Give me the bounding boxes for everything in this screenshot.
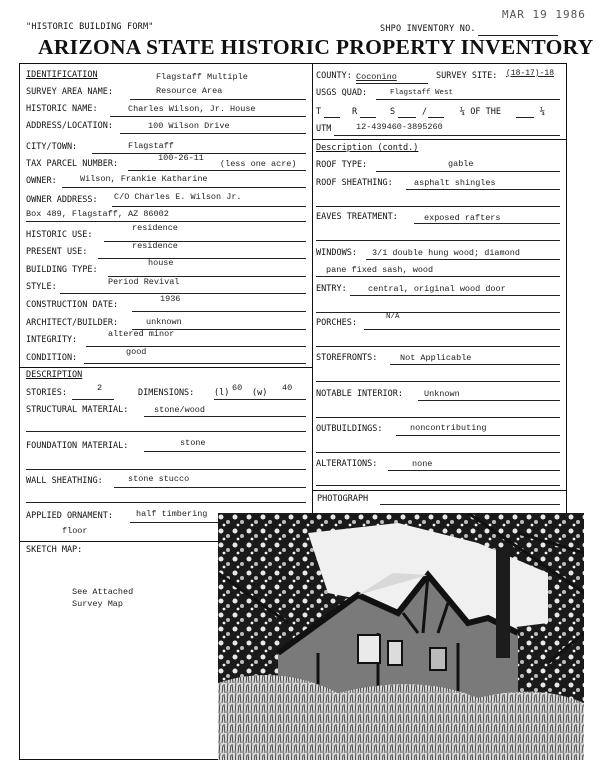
tax-parcel-note: (less one acre) (220, 159, 297, 169)
quarter-field[interactable] (428, 117, 444, 118)
utm-line (334, 135, 560, 136)
building-type-label: BUILDING TYPE: (26, 265, 98, 275)
shpo-inventory-label: SHPO INVENTORY NO. (380, 24, 476, 34)
wall-sheathing-line-2 (26, 502, 306, 503)
porches-label: PORCHES: (316, 318, 357, 328)
owner-address-label: OWNER ADDRESS: (26, 195, 98, 205)
present-use-line (98, 258, 306, 259)
porches-line (364, 329, 560, 330)
form-name: "HISTORIC BUILDING FORM" (26, 22, 154, 32)
owner-value[interactable]: Wilson, Frankie Katharine (80, 174, 208, 184)
outbuildings-label: OUTBUILDINGS: (316, 424, 383, 434)
dimension-l-value[interactable]: 60 (232, 383, 243, 393)
applied-ornament-label: APPLIED ORNAMENT: (26, 511, 113, 521)
alterations-line (388, 470, 560, 471)
description-contd-heading: Description (contd.) (316, 143, 419, 153)
date-stamp: MAR 19 1986 (502, 8, 586, 21)
county-value[interactable]: Coconino (356, 72, 397, 82)
structural-material-line-2 (26, 431, 306, 432)
notable-interior-line (418, 400, 560, 401)
notable-interior-line-2 (316, 417, 560, 418)
construction-date-line (132, 311, 306, 312)
owner-address-value-2[interactable]: Box 489, Flagstaff, AZ 86002 (26, 209, 169, 219)
alterations-value[interactable]: none (412, 459, 433, 469)
city-label: CITY/TOWN: (26, 142, 78, 152)
survey-area-line (130, 99, 306, 100)
integrity-label: INTEGRITY: (26, 335, 78, 345)
owner-address-value-1[interactable]: C/O Charles E. Wilson Jr. (114, 192, 242, 202)
historic-use-label: HISTORIC USE: (26, 230, 93, 240)
windows-line (366, 259, 560, 260)
outbuildings-line-2 (316, 452, 560, 453)
dimensions-line (214, 399, 306, 400)
architect-value[interactable]: unknown (146, 317, 182, 327)
entry-line (350, 295, 560, 296)
page-title: ARIZONA STATE HISTORIC PROPERTY INVENTORY (38, 35, 594, 59)
foundation-material-value[interactable]: stone (180, 438, 206, 448)
style-value[interactable]: Period Revival (108, 277, 180, 287)
county-label: COUNTY: (316, 71, 352, 81)
sketch-map-box (19, 541, 219, 760)
quarter-of-the-label: ¼ OF THE (460, 107, 501, 117)
survey-area-label: SURVEY AREA NAME: (26, 87, 113, 97)
dimension-w-label: (w) (252, 388, 268, 398)
porches-line-2 (316, 346, 560, 347)
section-field[interactable] (398, 117, 416, 118)
integrity-line (86, 346, 306, 347)
owner-address-line (112, 206, 306, 207)
usgs-quad-label: USGS QUAD: (316, 88, 368, 98)
historic-name-line (110, 116, 306, 117)
range-label: R (352, 107, 358, 117)
roof-sheathing-line (406, 189, 560, 190)
structural-material-line (144, 416, 306, 417)
structural-material-value[interactable]: stone/wood (154, 405, 206, 415)
city-value[interactable]: Flagstaff (128, 141, 174, 151)
storefronts-value[interactable]: Not Applicable (400, 353, 472, 363)
historic-use-value[interactable]: residence (132, 223, 178, 233)
dimension-w-value[interactable]: 40 (282, 383, 293, 393)
windows-label: WINDOWS: (316, 248, 357, 258)
address-label: ADDRESS/LOCATION: (26, 121, 113, 131)
photograph-label: PHOTOGRAPH (317, 494, 369, 504)
eaves-line (414, 223, 560, 224)
condition-line (84, 363, 306, 364)
historic-name-value[interactable]: Charles Wilson, Jr. House (128, 104, 256, 114)
quarter-label: ¼ (540, 107, 546, 117)
structural-material-label: STRUCTURAL MATERIAL: (26, 405, 129, 415)
eaves-value[interactable]: exposed rafters (424, 213, 501, 223)
sketch-map-note-2: Survey Map (72, 599, 124, 609)
owner-line (62, 187, 306, 188)
foundation-material-line-2 (26, 469, 306, 470)
integrity-value[interactable]: altered minor (108, 329, 175, 339)
range-field[interactable] (360, 117, 376, 118)
applied-ornament-value-1[interactable]: half timbering (136, 509, 208, 519)
usgs-quad-value[interactable]: Flagstaff West (390, 89, 454, 97)
tax-parcel-label: TAX PARCEL NUMBER: (26, 159, 119, 169)
wall-sheathing-label: WALL SHEATHING: (26, 476, 103, 486)
address-line (120, 133, 306, 134)
entry-value[interactable]: central, original wood door (368, 284, 506, 294)
applied-ornament-line (130, 522, 220, 523)
house-photo-image (218, 513, 584, 760)
sketch-map-label: SKETCH MAP: (26, 545, 83, 555)
storefronts-line (390, 364, 560, 365)
tax-parcel-value[interactable]: 100-26-11 (158, 153, 204, 163)
dimensions-label: DIMENSIONS: (138, 388, 195, 398)
stories-value[interactable]: 2 (97, 383, 103, 393)
township-label: T (316, 107, 322, 117)
building-type-value[interactable]: house (148, 258, 174, 268)
tax-parcel-line (128, 170, 306, 171)
owner-address-line-2 (26, 221, 306, 222)
roof-sheathing-value[interactable]: asphalt shingles (414, 178, 496, 188)
township-field[interactable] (324, 117, 340, 118)
notable-interior-label: NOTABLE INTERIOR: (316, 389, 403, 399)
notable-interior-value[interactable]: Unknown (424, 389, 460, 399)
windows-value-2[interactable]: pane fixed sash, wood (326, 265, 434, 275)
style-label: STYLE: (26, 282, 57, 292)
architect-label: ARCHITECT/BUILDER: (26, 318, 119, 328)
porches-value[interactable]: N/A (386, 313, 400, 321)
storefronts-line-2 (316, 381, 560, 382)
entry-line-2 (316, 312, 560, 313)
quarter-of-field[interactable] (516, 117, 534, 118)
windows-value-1[interactable]: 3/1 double hung wood; diamond (372, 248, 520, 258)
outbuildings-line (396, 435, 560, 436)
dimension-l-label: (l) (214, 388, 230, 398)
roof-sheathing-line-2 (316, 206, 560, 207)
windows-line-2 (316, 276, 560, 277)
survey-site-value[interactable]: (18-17)-18 (506, 69, 555, 78)
eaves-line-2 (316, 240, 560, 241)
description-heading: DESCRIPTION (26, 370, 83, 380)
survey-site-label: SURVEY SITE: (436, 71, 498, 81)
roof-sheathing-label: ROOF SHEATHING: (316, 178, 393, 188)
construction-date-value[interactable]: 1936 (160, 294, 181, 304)
outbuildings-value[interactable]: noncontributing (410, 423, 487, 433)
condition-label: CONDITION: (26, 353, 78, 363)
construction-date-label: CONSTRUCTION DATE: (26, 300, 119, 310)
alterations-label: ALTERATIONS: (316, 459, 378, 469)
style-line (60, 293, 306, 294)
present-use-label: PRESENT USE: (26, 247, 88, 257)
storefronts-label: STOREFRONTS: (316, 353, 378, 363)
roof-type-line (376, 171, 560, 172)
identification-heading: IDENTIFICATION (26, 70, 98, 80)
eaves-label: EAVES TREATMENT: (316, 212, 398, 222)
historic-name-label: HISTORIC NAME: (26, 104, 98, 114)
survey-area-value-2[interactable]: Resource Area (156, 86, 223, 96)
county-line (356, 83, 428, 84)
owner-label: OWNER: (26, 176, 57, 186)
utm-label: UTM (316, 124, 332, 134)
wall-sheathing-line (114, 487, 306, 488)
stories-label: STORIES: (26, 388, 67, 398)
stories-line (72, 399, 114, 400)
present-use-value[interactable]: residence (132, 241, 178, 251)
applied-ornament-value-2[interactable]: floor (62, 526, 88, 536)
house-photograph (218, 513, 584, 760)
address-value[interactable]: 100 Wilson Drive (148, 121, 230, 131)
sketch-map-note-1: See Attached (72, 587, 134, 597)
alterations-line-2 (316, 485, 560, 486)
condition-value[interactable]: good (126, 347, 147, 357)
photograph-line (380, 504, 560, 505)
utm-value[interactable]: 12-439460-3895260 (356, 122, 443, 132)
survey-area-value-1: Flagstaff Multiple (156, 72, 248, 82)
usgs-quad-line (376, 99, 560, 100)
slash-label: / (422, 107, 428, 117)
roof-type-value[interactable]: gable (448, 159, 474, 169)
foundation-material-line (144, 451, 306, 452)
roof-type-label: ROOF TYPE: (316, 160, 368, 170)
foundation-material-label: FOUNDATION MATERIAL: (26, 441, 129, 451)
wall-sheathing-value[interactable]: stone stucco (128, 474, 190, 484)
section-label: S (390, 107, 396, 117)
entry-label: ENTRY: (316, 284, 347, 294)
